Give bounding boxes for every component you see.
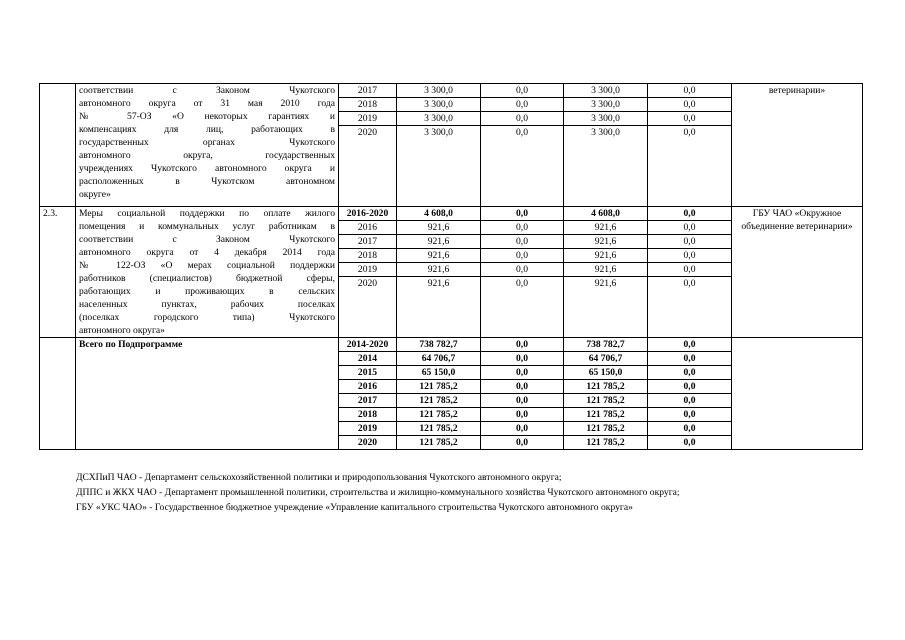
federal-cell: 0,0 <box>481 84 564 98</box>
other-cell: 0,0 <box>648 207 732 221</box>
other-cell: 0,0 <box>648 422 732 436</box>
total-cell: 3 300,0 <box>397 84 481 98</box>
regional-cell: 121 785,2 <box>564 394 648 408</box>
executor-cell <box>732 338 863 450</box>
total-cell: 121 785,2 <box>397 408 481 422</box>
total-cell: 3 300,0 <box>397 98 481 112</box>
total-cell: 921,6 <box>397 221 481 235</box>
regional-cell: 921,6 <box>564 221 648 235</box>
totals-row <box>40 338 863 352</box>
regional-cell: 64 706,7 <box>564 352 648 366</box>
regional-cell: 738 782,7 <box>564 338 648 352</box>
other-cell: 0,0 <box>648 263 732 277</box>
total-cell: 64 706,7 <box>397 352 481 366</box>
total-cell: 65 150,0 <box>397 366 481 380</box>
year-cell: 2019 <box>339 422 397 436</box>
year-cell: 2018 <box>339 249 397 263</box>
regional-cell: 3 300,0 <box>564 84 648 98</box>
footnotes <box>76 470 680 515</box>
federal-cell: 0,0 <box>481 235 564 249</box>
year-cell: 2014 <box>339 352 397 366</box>
year-cell: 2018 <box>339 408 397 422</box>
measure-description <box>76 84 339 207</box>
other-cell: 0,0 <box>648 366 732 380</box>
year-cell: 2018 <box>339 98 397 112</box>
table-row <box>40 84 863 98</box>
regional-cell: 121 785,2 <box>564 422 648 436</box>
federal-cell: 0,0 <box>481 408 564 422</box>
budget-table <box>39 83 863 450</box>
year-cell: 2017 <box>339 394 397 408</box>
other-cell: 0,0 <box>648 235 732 249</box>
regional-cell: 4 608,0 <box>564 207 648 221</box>
federal-cell: 0,0 <box>481 380 564 394</box>
executor-cell: ГБУ ЧАО «Окружное объединение ветеринарии» <box>732 207 863 338</box>
federal-cell: 0,0 <box>481 422 564 436</box>
description-line: автономного округа, государственных <box>79 150 335 161</box>
year-cell: 2014-2020 <box>339 338 397 352</box>
year-cell: 2015 <box>339 366 397 380</box>
federal-cell: 0,0 <box>481 112 564 126</box>
year-cell: 2020 <box>339 277 397 338</box>
federal-cell: 0,0 <box>481 436 564 450</box>
description-line: автономного округа от 4 декабря 2014 года <box>79 247 335 258</box>
other-cell: 0,0 <box>648 84 732 98</box>
description-line: государственных органах Чукотского <box>79 137 335 148</box>
totals-label: Всего по Подпрограмме <box>76 338 339 450</box>
index-cell <box>40 84 76 207</box>
federal-cell: 0,0 <box>481 352 564 366</box>
total-cell: 121 785,2 <box>397 394 481 408</box>
federal-cell: 0,0 <box>481 338 564 352</box>
description-line: помещения и коммунальных услуг работникам в <box>79 221 335 232</box>
description-line: (поселках городского типа) Чукотского <box>79 312 335 323</box>
footnote: ДСХПиП ЧАО - Департамент сельскохозяйственной политики и природопользования Чукотского автономного округа; <box>76 472 562 483</box>
total-cell: 121 785,2 <box>397 422 481 436</box>
regional-cell: 65 150,0 <box>564 366 648 380</box>
year-cell: 2016 <box>339 380 397 394</box>
regional-cell: 3 300,0 <box>564 126 648 207</box>
federal-cell: 0,0 <box>481 366 564 380</box>
total-cell: 121 785,2 <box>397 436 481 450</box>
total-cell: 3 300,0 <box>397 112 481 126</box>
federal-cell: 0,0 <box>481 249 564 263</box>
description-line: расположенных в Чукотском автономном <box>79 176 335 187</box>
other-cell: 0,0 <box>648 249 732 263</box>
regional-cell: 921,6 <box>564 249 648 263</box>
footnote: ГБУ «УКС ЧАО» - Государственное бюджетное учреждение «Управление капитального строительства Чукотского автономного округа» <box>76 502 633 513</box>
regional-cell: 121 785,2 <box>564 436 648 450</box>
other-cell: 0,0 <box>648 277 732 338</box>
year-cell: 2020 <box>339 436 397 450</box>
total-cell: 738 782,7 <box>397 338 481 352</box>
regional-cell: 121 785,2 <box>564 380 648 394</box>
other-cell: 0,0 <box>648 408 732 422</box>
regional-cell: 121 785,2 <box>564 408 648 422</box>
description-line: № 122-ОЗ «О мерах социальной поддержки <box>79 260 335 271</box>
federal-cell: 0,0 <box>481 126 564 207</box>
table-row-summary <box>40 207 863 221</box>
total-cell: 921,6 <box>397 277 481 338</box>
description-line: работающих и проживающих в сельских <box>79 286 335 297</box>
measure-description <box>76 207 339 338</box>
year-cell: 2019 <box>339 112 397 126</box>
description-line: автономного округа от 31 мая 2010 года <box>79 98 335 109</box>
description-line: округе» <box>79 189 111 200</box>
index-cell: 2.3. <box>40 207 76 338</box>
regional-cell: 921,6 <box>564 277 648 338</box>
description-line: населенных пунктах, рабочих поселках <box>79 299 335 310</box>
description-line: компенсациях для лиц, работающих в <box>79 124 335 135</box>
regional-cell: 921,6 <box>564 263 648 277</box>
total-cell: 3 300,0 <box>397 126 481 207</box>
description-line: соответствии с Законом Чукотского <box>79 85 335 96</box>
other-cell: 0,0 <box>648 338 732 352</box>
other-cell: 0,0 <box>648 394 732 408</box>
total-cell: 921,6 <box>397 263 481 277</box>
description-line: Меры социальной поддержки по оплате жилого <box>79 208 335 219</box>
other-cell: 0,0 <box>648 436 732 450</box>
federal-cell: 0,0 <box>481 98 564 112</box>
description-line: работников (специалистов) бюджетной сферы, <box>79 273 335 284</box>
regional-cell: 3 300,0 <box>564 112 648 126</box>
year-cell: 2016 <box>339 221 397 235</box>
total-cell: 921,6 <box>397 249 481 263</box>
other-cell: 0,0 <box>648 98 732 112</box>
other-cell: 0,0 <box>648 112 732 126</box>
year-cell: 2016-2020 <box>339 207 397 221</box>
total-cell: 4 608,0 <box>397 207 481 221</box>
regional-cell: 3 300,0 <box>564 98 648 112</box>
total-cell: 121 785,2 <box>397 380 481 394</box>
federal-cell: 0,0 <box>481 394 564 408</box>
year-cell: 2017 <box>339 84 397 98</box>
description-line: № 57-ОЗ «О некоторых гарантиях и <box>79 111 335 122</box>
federal-cell: 0,0 <box>481 263 564 277</box>
year-cell: 2020 <box>339 126 397 207</box>
description-line: автономного округа» <box>79 325 165 336</box>
federal-cell: 0,0 <box>481 221 564 235</box>
other-cell: 0,0 <box>648 221 732 235</box>
other-cell: 0,0 <box>648 352 732 366</box>
federal-cell: 0,0 <box>481 277 564 338</box>
year-cell: 2019 <box>339 263 397 277</box>
other-cell: 0,0 <box>648 380 732 394</box>
index-cell <box>40 338 76 450</box>
description-line: соответствии с Законом Чукотского <box>79 234 335 245</box>
footnote: ДППС и ЖКХ ЧАО - Департамент промышленной политики, строительства и жилищно-коммунального хозяйства Чукотского автономного округа; <box>76 487 680 498</box>
regional-cell: 921,6 <box>564 235 648 249</box>
federal-cell: 0,0 <box>481 207 564 221</box>
total-cell: 921,6 <box>397 235 481 249</box>
description-line: учреждениях Чукотского автономного округа и <box>79 163 335 174</box>
year-cell: 2017 <box>339 235 397 249</box>
other-cell: 0,0 <box>648 126 732 207</box>
executor-cell: ветеринарии» <box>732 84 863 207</box>
